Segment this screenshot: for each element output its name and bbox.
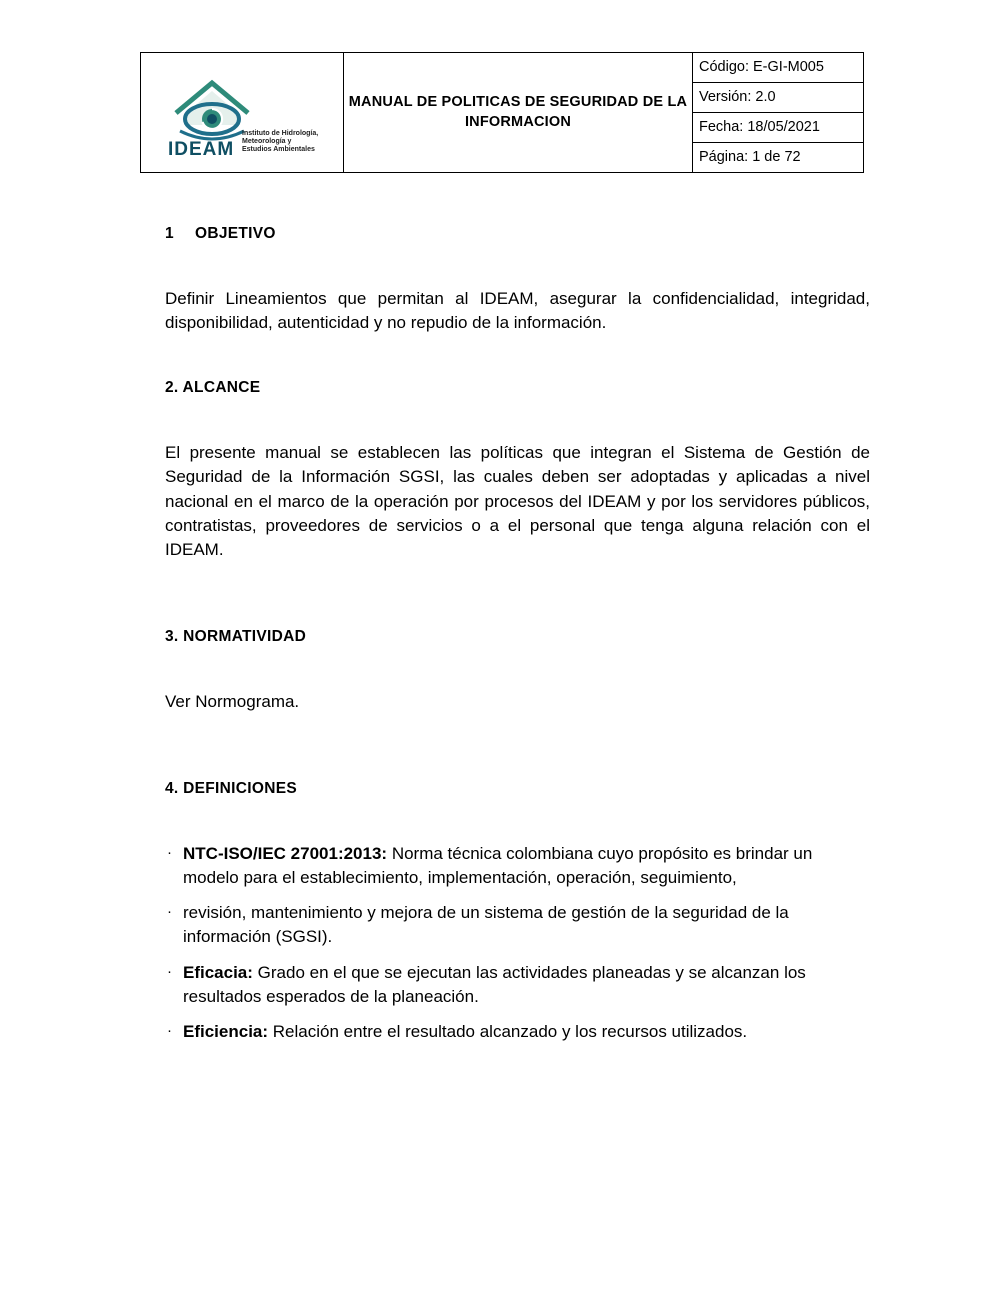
svg-text:Estudios Ambientales: Estudios Ambientales — [242, 145, 315, 153]
document-body — [165, 225, 870, 1055]
definition-term: Eficacia: — [183, 962, 253, 982]
ideam-logo — [152, 69, 332, 161]
header-pagina: Página: 1 de 72 — [699, 148, 801, 165]
header-version: Versión: 2.0 — [693, 83, 863, 113]
definitions-list — [165, 842, 870, 1044]
definition-text: Norma técnica colombiana cuyo propósito es brindar un modelo para el establecimiento, implementación, operación, seguimiento, — [183, 844, 813, 888]
list-item — [165, 961, 870, 1009]
header-meta-cell — [693, 53, 864, 173]
definition-text: Grado en el que se ejecutan las actividades planeadas y se alcanzan los resultados esperados de la planeación. — [183, 962, 806, 1006]
bullet-icon: · — [167, 962, 172, 980]
bullet-icon: · — [167, 844, 172, 861]
definition-text: Relación entre el resultado alcanzado y los recursos utilizados. — [268, 1021, 748, 1041]
section-2-paragraph: El presente manual se establecen las políticas que integran el Sistema de Gestión de Seguridad de la Información SGSI, las cuales deben ser adoptadas y aplicadas a nivel nacional en el marco de la operación por procesos del IDEAM y por los servidores públicos, contratistas, proveedores de servicios o a el personal que tenga alguna relación con el IDEAM. — [165, 443, 870, 559]
section-1-paragraph: Definir Lineamientos que permitan al IDEAM, asegurar la confidencialidad, integridad, disponibilidad, autenticidad y no repudio de la información. — [165, 289, 870, 333]
section-4-heading: 4. DEFINICIONES — [165, 780, 297, 797]
list-item — [165, 901, 870, 949]
header-fecha: Fecha: 18/05/2021 — [693, 113, 863, 143]
header-logo-cell — [141, 53, 344, 173]
definition-text: revisión, mantenimiento y mejora de un sistema de gestión de la seguridad de la información (SGSI). — [183, 903, 789, 947]
section-1-title: OBJETIVO — [195, 225, 276, 242]
definition-term: NTC-ISO/IEC 27001:2013: — [183, 844, 388, 863]
svg-text:Meteorología y: Meteorología y — [242, 137, 292, 145]
definition-term: Eficiencia: — [183, 1021, 269, 1041]
bullet-icon: · — [167, 1021, 172, 1039]
svg-text:Instituto de Hidrología,: Instituto de Hidrología, — [242, 129, 319, 137]
section-1-number: 1 — [165, 225, 174, 242]
section-3-heading: 3. NORMATIVIDAD — [165, 627, 307, 645]
document-header-table — [140, 52, 864, 173]
list-item — [165, 1020, 870, 1044]
svg-text:IDEAM: IDEAM — [168, 138, 235, 159]
header-document-title: MANUAL DE POLITICAS DE SEGURIDAD DE LA INFORMACION — [344, 53, 693, 173]
header-meta-table — [693, 53, 863, 172]
ideam-logo-icon — [154, 69, 330, 159]
header-codigo: Código: E-GI-M005 — [693, 53, 863, 83]
section-1-heading — [165, 225, 870, 243]
list-item — [165, 842, 870, 890]
section-2-heading: 2. ALCANCE — [165, 379, 261, 397]
section-3-paragraph: Ver Normograma. — [165, 691, 300, 711]
bullet-icon: · — [167, 903, 172, 921]
